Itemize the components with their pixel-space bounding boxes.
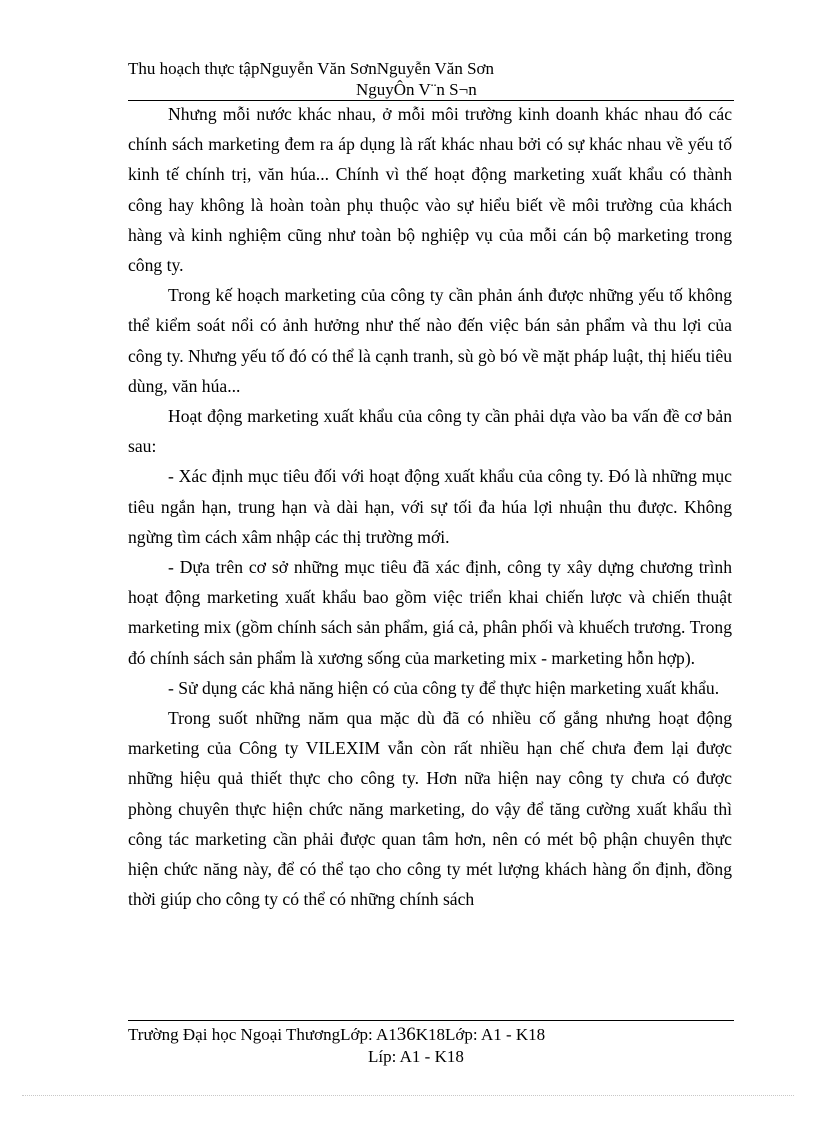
paragraph: Trong suốt những năm qua mặc dù đã có nhiều cố gắng nhưng hoạt động marketing của Công ty VILEXIM vẫn còn rất nhiều hạn chế chưa đem lại được những hiệu quả thiết thực cho công ty. Hơn nữa hiện nay công ty chưa có được phòng chuyên thực hiện chức năng marketing, do vậy để tăng cường xuất khẩu thì công tác marketing cần phải được quan tâm hơn, nên có mét bộ phận chuyên thực hiện chức năng này, để có thể tạo cho công ty mét lượng khách hàng ổn định, đồng thời giúp cho công ty có thể có những chính sách [128, 708, 732, 910]
page-header [128, 58, 734, 100]
footer-rule [128, 1020, 734, 1021]
document-body [128, 99, 732, 914]
footer-class: K18Lớp: A1 - K18 [415, 1025, 546, 1044]
header-title: Thu hoạch thực tậpNguyễn Văn SơnNguyễn Văn Sơn [128, 59, 495, 78]
footer-line [128, 1024, 734, 1046]
bullet-paragraph: - Sử dụng các khả năng hiện có của công ty để thực hiện marketing xuất khẩu. [168, 677, 720, 698]
page-bottom-dotted-line [22, 1095, 794, 1096]
bullet-paragraph: - Dựa trên cơ sở những mục tiêu đã xác định, công ty xây dựng chương trình hoạt động marketing xuất khẩu bao gồm việc triển khai chiến lược và chiến thuật marketing mix (gồm chính sách sản phẩm, giá cả, phân phối và khuếch trương. Trong đó chính sách sản phẩm là xương sống của marketing mix - marketing hỗn hợp). [128, 557, 732, 668]
page-number: 36 [396, 1024, 416, 1045]
bullet-paragraph: - Xác định mục tiêu đối với hoạt động xuất khẩu của công ty. Đó là những mục tiêu ngắn hạn, trung hạn và dài hạn, với sự tối đa húa lợi nhuận thu được. Không ngừng tìm cách xâm nhập các thị trường mới. [128, 466, 732, 547]
footer-school: Trường Đại học Ngoại ThươngLớp: A1 [128, 1025, 397, 1044]
paragraph: Nhưng mỗi nước khác nhau, ở mỗi môi trường kinh doanh khác nhau đó các chính sách marketing đem ra áp dụng là rất khác nhau bởi có sự khác nhau về yếu tố kinh tế chính trị, văn húa... Chính vì thế hoạt động marketing xuất khẩu có thành công hay không là hoàn toàn phụ thuộc vào sự hiểu biết về môi trường của khách hàng và kinh nghiệm cũng như toàn bộ nghiệp vụ của mỗi cán bộ marketing trong công ty. [128, 104, 732, 276]
page-footer [128, 1024, 734, 1068]
paragraph: Hoạt động marketing xuất khẩu của công ty cần phải dựa vào ba vấn đề cơ bản sau: [128, 406, 732, 457]
footer-class-alt: Líp: A1 - K18 [368, 1047, 464, 1066]
paragraph: Trong kế hoạch marketing của công ty cần phản ánh được những yếu tố không thể kiểm soát nổi có ảnh hưởng như thế nào đến việc bán sản phẩm và thu lợi của công ty. Nhưng yếu tố đó có thể là cạnh tranh, sù gò bó về mặt pháp luật, thị hiếu tiêu dùng, văn húa... [128, 285, 732, 396]
header-author: NguyÔn V¨n S¬n [356, 80, 477, 99]
